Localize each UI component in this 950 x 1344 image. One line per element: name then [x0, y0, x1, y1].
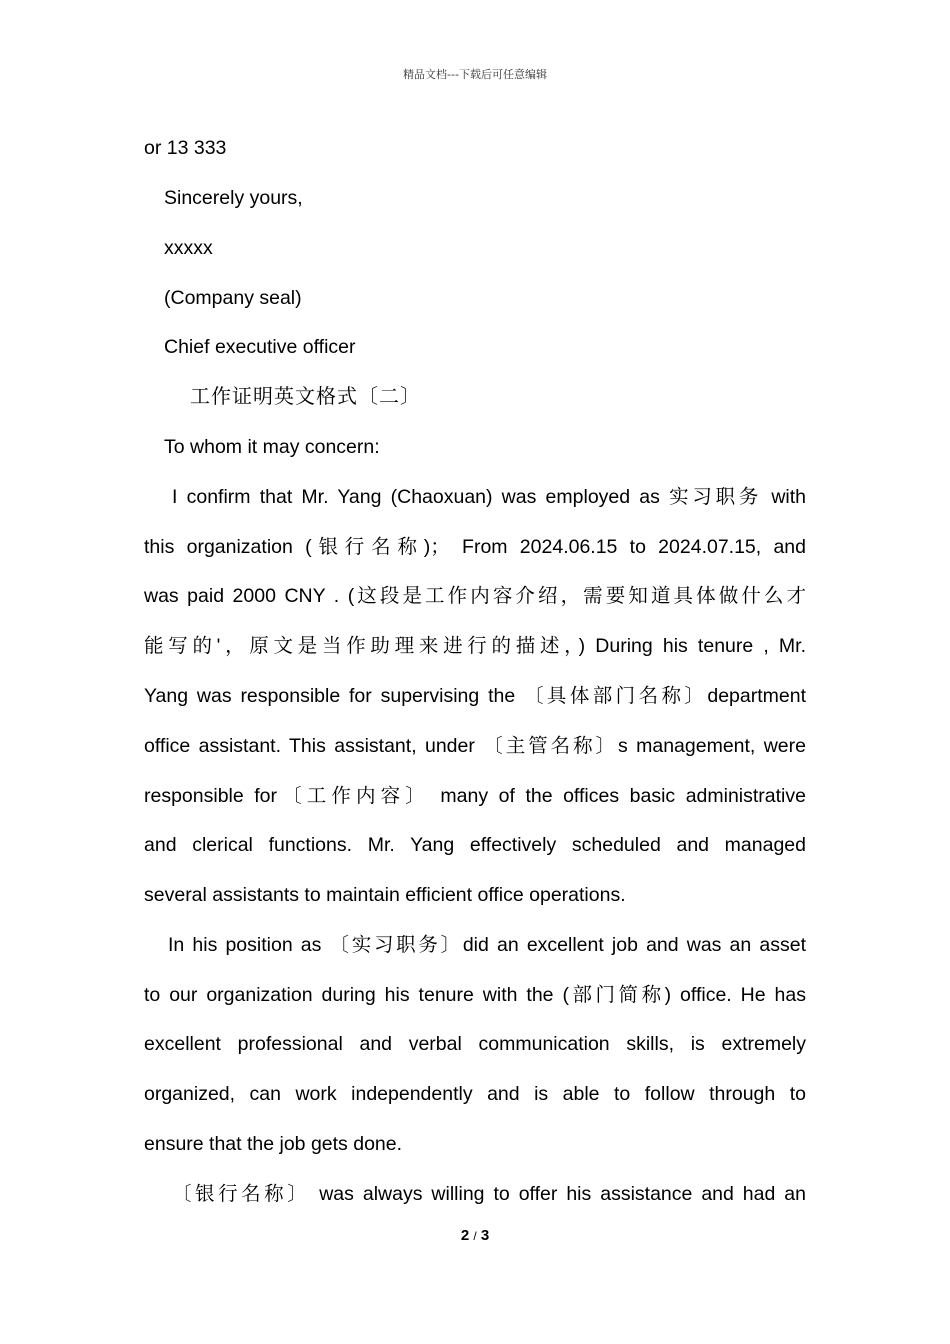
paragraph-line: and clerical functions. Mr. Yang effectively scheduled and managed	[144, 834, 806, 856]
total-pages: 3	[480, 1227, 490, 1244]
paragraph-line: office assistant. This assistant, under 〔主管名称〕s management, were	[144, 735, 806, 757]
paragraph-line: organized, can work independently and is able to follow through to	[144, 1083, 806, 1105]
paragraph-line: ensure that the job gets done.	[144, 1133, 403, 1155]
paragraph-line: In his position as 〔实习职务〕did an excellent job and was an asset	[168, 934, 806, 956]
current-page: 2	[460, 1227, 470, 1244]
closing-sincerely: Sincerely yours,	[164, 187, 303, 209]
paragraph-line: 〔银行名称〕 was always willing to offer his assistance and had an	[172, 1183, 806, 1205]
paragraph-line: several assistants to maintain efficient office operations.	[144, 884, 626, 906]
page-number	[0, 1227, 950, 1244]
section-title: 工作证明英文格式〔二〕	[190, 384, 421, 408]
paragraph-line: Yang was responsible for supervising the 〔具体部门名称〕department	[144, 685, 806, 707]
paragraph-line: to our organization during his tenure with the (部门简称) office. He has	[144, 984, 806, 1006]
paragraph-line: 能写的'，原文是当作助理来进行的描述，) During his tenure , Mr.	[144, 635, 806, 657]
signer-title: Chief executive officer	[164, 336, 356, 358]
page-separator: /	[473, 1229, 477, 1243]
paragraph-line: excellent professional and verbal communication skills, is extremely	[144, 1033, 806, 1055]
signer-name: xxxxx	[164, 237, 213, 259]
company-seal-text: (Company seal)	[164, 287, 302, 309]
paragraph-line: responsible for〔工作内容〕 many of the offices basic administrative	[144, 785, 806, 807]
paragraph-line: this organization (银行名称)； From 2024.06.15 to 2024.07.15, and	[144, 536, 806, 558]
page-header: 精品文档---下载后可任意编辑	[403, 68, 547, 81]
salutation: To whom it may concern:	[164, 436, 380, 458]
phone-number-tail: or 13 333	[144, 137, 227, 159]
paragraph-line: was paid 2000 CNY . (这段是工作内容介绍，需要知道具体做什么才	[144, 585, 806, 607]
paragraph-line: I confirm that Mr. Yang (Chaoxuan) was employed as 实习职务 with	[172, 486, 806, 508]
